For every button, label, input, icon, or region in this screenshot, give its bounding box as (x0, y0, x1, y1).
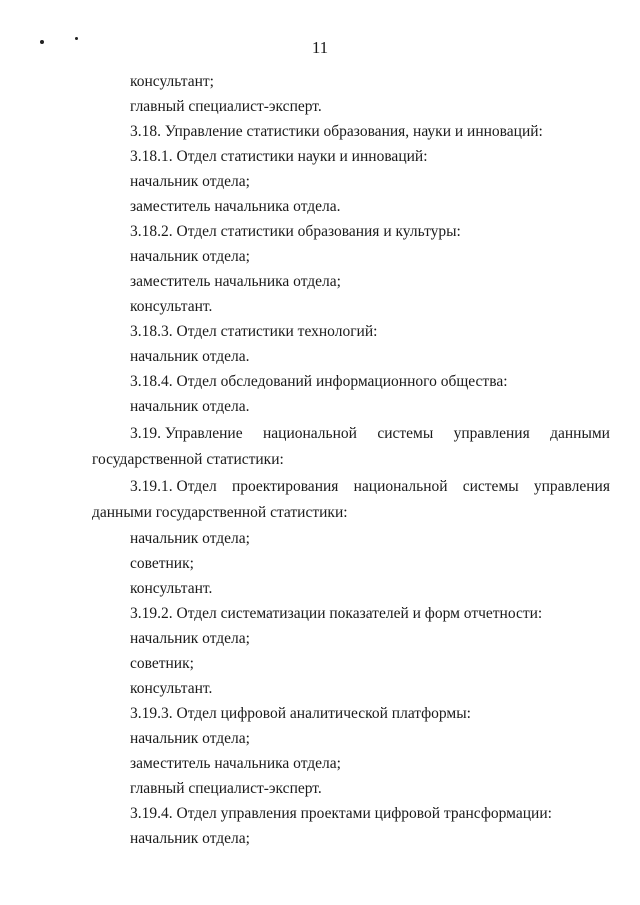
heading-word: системы (377, 425, 434, 442)
text-line: заместитель начальника отдела; (130, 755, 341, 772)
heading-word: данными (550, 425, 610, 442)
text-line: консультант; (130, 73, 214, 90)
heading-word: управления (533, 478, 610, 495)
text-line: консультант. (130, 580, 213, 597)
subsection-heading: 3.18.1. Отдел статистики науки и инноваций: (130, 148, 428, 165)
heading-word: национальной (262, 425, 357, 442)
heading-word: 3.19. Управление (130, 425, 243, 442)
subsection-heading-continuation: данными государственной статистики: (92, 504, 348, 521)
subsection-heading: 3.18.3. Отдел статистики технологий: (130, 323, 378, 340)
text-line: начальник отдела; (130, 530, 250, 547)
text-line: советник; (130, 555, 194, 572)
text-line: начальник отдела; (130, 173, 250, 190)
heading-word: системы (462, 478, 519, 495)
section-heading (130, 424, 610, 444)
text-line: главный специалист-эксперт. (130, 98, 322, 115)
text-line: советник; (130, 655, 194, 672)
text-line: начальник отдела; (130, 830, 250, 847)
heading-word: управления (453, 425, 530, 442)
text-line: начальник отдела; (130, 730, 250, 747)
text-line: начальник отдела; (130, 248, 250, 265)
text-line: заместитель начальника отдела; (130, 273, 341, 290)
subsection-heading: 3.19.4. Отдел управления проектами цифровой трансформации: (130, 805, 552, 822)
subsection-heading: 3.18.4. Отдел обследований информационного общества: (130, 373, 508, 390)
text-line: начальник отдела; (130, 630, 250, 647)
subsection-heading: 3.18.2. Отдел статистики образования и культуры: (130, 223, 461, 240)
text-line: консультант. (130, 680, 213, 697)
heading-word: 3.19.1. Отдел (130, 478, 217, 495)
text-line: начальник отдела. (130, 348, 250, 365)
section-heading: 3.18. Управление статистики образования, науки и инноваций: (130, 123, 543, 140)
subsection-heading: 3.19.2. Отдел систематизации показателей и форм отчетности: (130, 605, 543, 622)
page-number: 11 (311, 38, 329, 57)
subsection-heading: 3.19.3. Отдел цифровой аналитической платформы: (130, 705, 471, 722)
text-line: начальник отдела. (130, 398, 250, 415)
section-heading-continuation: государственной статистики: (92, 451, 284, 468)
subsection-heading (130, 477, 610, 497)
heading-word: проектирования (231, 478, 339, 495)
text-line: консультант. (130, 298, 213, 315)
text-line: заместитель начальника отдела. (130, 198, 341, 215)
text-line: главный специалист-эксперт. (130, 780, 322, 797)
heading-word: национальной (353, 478, 448, 495)
